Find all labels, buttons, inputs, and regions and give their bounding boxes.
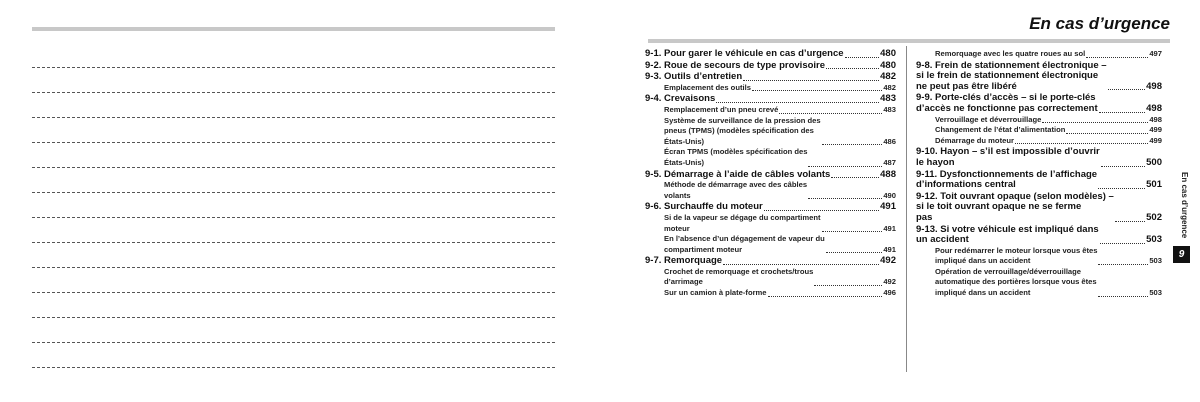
toc-page-number: 491: [883, 223, 896, 233]
note-line: [32, 292, 555, 293]
toc-page-number: 500: [1146, 156, 1162, 168]
note-line: [32, 192, 555, 193]
toc-subsection-entry[interactable]: [916, 136, 1162, 147]
note-line: [32, 267, 555, 268]
toc-page-number: 491: [883, 244, 896, 254]
toc-subsection-entry[interactable]: [645, 213, 896, 234]
toc-page-number: 496: [883, 288, 896, 298]
toc-dot-leader: [1042, 122, 1148, 123]
toc-section-entry[interactable]: [916, 225, 1162, 246]
toc-dot-leader: [826, 68, 879, 69]
toc-dot-leader: [779, 113, 882, 114]
toc-dot-leader: [822, 231, 883, 232]
toc-dot-leader: [752, 90, 882, 91]
toc-page-number: 487: [883, 157, 896, 167]
toc-entry-label: Remplacement d’un pneu crevé: [664, 104, 779, 114]
toc-page-number: 499: [1149, 125, 1162, 135]
note-line: [32, 242, 555, 243]
toc-section-entry[interactable]: [645, 94, 896, 105]
toc-entry-label: 9-11. Dysfonctionnements de l’affichage d’informations central: [916, 168, 1098, 191]
toc-dot-leader: [808, 198, 882, 199]
toc-subsection-entry[interactable]: [916, 115, 1162, 126]
toc-subsection-entry[interactable]: [916, 125, 1162, 136]
toc-entry-label: Verrouillage et déverrouillage: [935, 114, 1042, 124]
toc-dot-leader: [826, 252, 883, 253]
toc-dot-leader: [1086, 57, 1148, 58]
toc-dot-leader: [1098, 296, 1149, 297]
toc-entry-label: Pour redémarrer le moteur lorsque vous êtes impliqué dans un accident: [935, 245, 1098, 266]
toc-subsection-entry[interactable]: [645, 180, 896, 201]
toc-dot-leader: [1108, 89, 1146, 90]
toc-page-number: 491: [880, 201, 896, 213]
toc-entry-label: Opération de verrouillage/déverrouillage automatique des portières lorsque vous êtes impliqué dans un accident: [935, 266, 1097, 298]
note-line: [32, 142, 555, 143]
toc-dot-leader: [723, 264, 879, 265]
toc-entry-label: 9-8. Frein de stationnement électronique – si le frein de stationnement électronique ne peut pas être libéré: [916, 59, 1107, 92]
toc-entry-label: Écran TPMS (modèles spécification des États-Unis): [664, 147, 808, 167]
toc-page-number: 492: [883, 277, 896, 287]
toc-entry-label: Si de la vapeur se dégage du compartiment moteur: [664, 212, 821, 233]
toc-section-entry[interactable]: [645, 49, 896, 60]
toc-section-entry[interactable]: [916, 192, 1162, 224]
toc-subsection-entry[interactable]: [645, 288, 896, 299]
toc-page-number: 503: [1149, 256, 1162, 266]
toc-entry-label: 9-3. Outils d’entretien: [645, 71, 743, 83]
toc-page-number: 502: [1146, 211, 1162, 223]
toc-subsection-entry[interactable]: [645, 267, 896, 288]
toc-subsection-entry[interactable]: [645, 83, 896, 94]
toc-entry-label: 9-2. Roue de secours de type provisoire: [645, 59, 826, 71]
toc-dot-leader: [1099, 112, 1146, 113]
toc-page-number: 490: [883, 190, 896, 200]
toc-entry-label: En l’absence d’un dégagement de vapeur du compartiment moteur: [664, 234, 825, 254]
toc-subsection-entry[interactable]: [645, 234, 896, 255]
toc-page-number: 483: [883, 104, 896, 114]
toc-page-number: 499: [1149, 135, 1162, 145]
toc-subsection-entry[interactable]: [916, 267, 1162, 299]
note-line: [32, 92, 555, 93]
note-line: [32, 217, 555, 218]
toc-entry-label: Changement de l’état d’alimentation: [935, 125, 1066, 135]
toc-entry-label: 9-1. Pour garer le véhicule en cas d’urgence: [645, 48, 844, 59]
toc-dot-leader: [1101, 166, 1145, 167]
toc-section-entry[interactable]: [916, 170, 1162, 191]
toc-page-number: 488: [880, 168, 896, 180]
toc-section-entry[interactable]: [645, 61, 896, 72]
toc-page-number: 482: [883, 82, 896, 92]
toc-entry-label: Système de surveillance de la pression des pneus (TPMS) (modèles spécification des États-Unis): [664, 115, 821, 146]
toc-dot-leader: [743, 80, 879, 81]
toc-entry-label: 9-5. Démarrage à l’aide de câbles volants: [645, 168, 831, 180]
toc-column-left: [645, 49, 896, 299]
toc-dot-leader: [1098, 188, 1145, 189]
toc-section-entry[interactable]: [916, 61, 1162, 93]
note-line: [32, 117, 555, 118]
toc-page-number: 480: [880, 48, 896, 59]
toc-dot-leader: [716, 102, 879, 103]
toc-section-entry[interactable]: [916, 147, 1162, 168]
toc-section-entry[interactable]: [645, 72, 896, 83]
toc-section-entry[interactable]: [645, 170, 896, 181]
toc-dot-leader: [808, 166, 882, 167]
toc-page-number: 498: [1146, 102, 1162, 114]
toc-entry-label: 9-9. Porte-clés d’accès – si le porte-clés d’accès ne fonctionne pas correctement: [916, 92, 1098, 114]
toc-page-number: 503: [1149, 288, 1162, 298]
toc-dot-leader: [845, 57, 880, 58]
toc-page-number: 501: [1146, 179, 1162, 191]
toc-entry-label: Méthode de démarrage avec des câbles volants: [664, 180, 808, 200]
toc-page-number: 482: [880, 71, 896, 83]
toc-entry-label: 9-10. Hayon – s’il est impossible d’ouvrir le hayon: [916, 146, 1100, 168]
chapter-number-tab[interactable]: 9: [1173, 246, 1190, 263]
toc-page-number: 498: [1149, 114, 1162, 124]
toc-page-number: 483: [880, 93, 896, 105]
toc-entry-label: Emplacement des outils: [664, 82, 751, 92]
header-rule-left: [32, 27, 555, 31]
column-divider: [906, 46, 907, 372]
right-page: [600, 0, 1200, 402]
toc-dot-leader: [1066, 133, 1148, 134]
chapter-title: En cas d’urgence: [1029, 14, 1170, 33]
toc-entry-label: Crochet de remorquage et crochets/trous d’arrimage: [664, 266, 814, 287]
toc-dot-leader: [1100, 243, 1145, 244]
toc-entry-label: 9-7. Remorquage: [645, 255, 723, 267]
header-rule-right: [648, 39, 1170, 43]
toc-section-entry[interactable]: [645, 202, 896, 213]
toc-entry-label: 9-13. Si votre véhicule est impliqué dans un accident: [916, 223, 1099, 246]
toc-entry-label: Remorquage avec les quatre roues au sol: [935, 49, 1086, 58]
note-line: [32, 67, 555, 68]
toc-page-number: 498: [1146, 80, 1162, 92]
toc-subsection-entry[interactable]: [645, 116, 896, 148]
toc-dot-leader: [1115, 221, 1145, 222]
toc-page-number: 497: [1149, 49, 1162, 58]
chapter-side-label: En cas d’urgence: [1180, 172, 1189, 239]
toc-subsection-entry[interactable]: [645, 147, 896, 168]
toc-subsection-entry[interactable]: [916, 246, 1162, 267]
toc-dot-leader: [764, 210, 879, 211]
note-line: [32, 317, 555, 318]
toc-entry-label: 9-4. Crevaisons: [645, 93, 716, 105]
toc-dot-leader: [822, 144, 883, 145]
note-line: [32, 367, 555, 368]
toc-section-entry[interactable]: [916, 93, 1162, 114]
toc-subsection-entry[interactable]: [645, 105, 896, 116]
toc-dot-leader: [1098, 264, 1148, 265]
toc-page-number: 486: [883, 136, 896, 146]
toc-entry-label: Démarrage du moteur: [935, 135, 1014, 145]
toc-entry-label: 9-6. Surchauffe du moteur: [645, 201, 763, 213]
note-line: [32, 167, 555, 168]
toc-dot-leader: [814, 285, 882, 286]
toc-dot-leader: [831, 177, 879, 178]
toc-section-entry[interactable]: [645, 256, 896, 267]
toc-entry-label: 9-12. Toit ouvrant opaque (selon modèles) – si le toit ouvrant opaque ne se ferme pas: [916, 190, 1114, 223]
toc-page-number: 480: [880, 59, 896, 71]
toc-dot-leader: [768, 296, 883, 297]
toc-column-right: [916, 49, 1162, 299]
toc-subsection-entry[interactable]: [916, 49, 1162, 60]
toc-page-number: 503: [1146, 234, 1162, 246]
toc-entry-label: Sur un camion à plate-forme: [664, 288, 767, 298]
toc-page-number: 492: [880, 255, 896, 267]
toc-dot-leader: [1015, 143, 1148, 144]
note-line: [32, 342, 555, 343]
